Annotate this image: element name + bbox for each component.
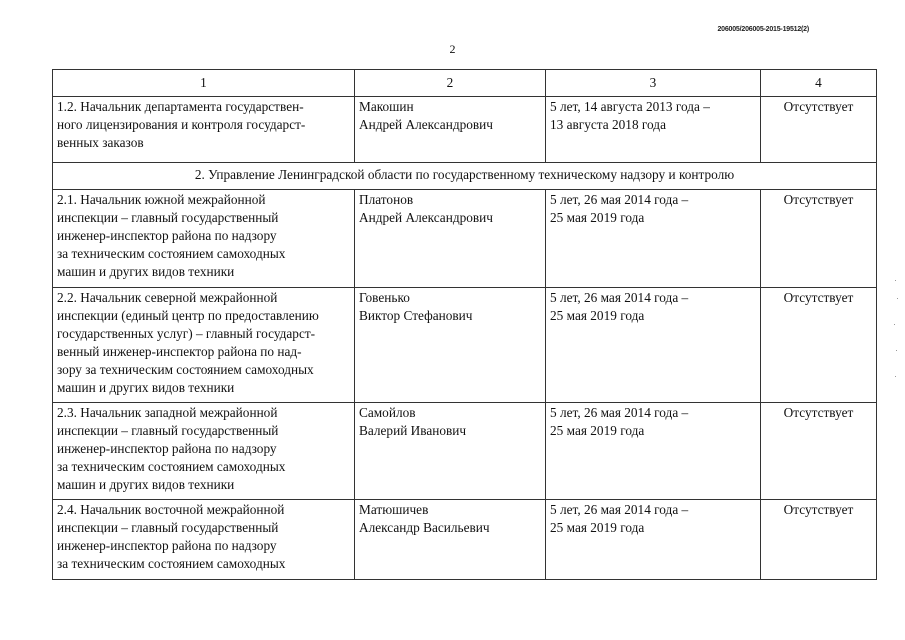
section-title: 2. Управление Ленинградской области по государственному техническому надзору и контролю xyxy=(53,163,877,190)
table-row xyxy=(53,500,877,580)
column-header: 3 xyxy=(546,70,761,97)
term-cell: 5 лет, 26 мая 2014 года – 25 мая 2019 года xyxy=(546,500,761,580)
position-cell: 2.1. Начальник южной межрайонной инспекции – главный государственный инженер-инспектор района по надзору за техническим состоянием самоходных машин и других видов техники xyxy=(53,190,355,288)
column-header: 1 xyxy=(53,70,355,97)
table-row xyxy=(53,288,877,403)
name-cell: Платонов Андрей Александрович xyxy=(355,190,546,288)
position-cell: 2.2. Начальник северной межрайонной инспекции (единый центр по предоставлению государственных услуг) – главный государст- венный инженер-инспектор района по над- зору за техническим состоянием самоходных машин и других видов техники xyxy=(53,288,355,403)
position-cell: 2.3. Начальник западной межрайонной инспекции – главный государственный инженер-инспектор района по надзору за техническим состоянием самоходных машин и других видов техники xyxy=(53,403,355,500)
table-header-row xyxy=(53,70,877,97)
table-row xyxy=(53,403,877,500)
name-cell: Говенько Виктор Стефанович xyxy=(355,288,546,403)
position-cell: 1.2. Начальник департамента государствен- ного лицензирования и контроля государст- венных заказов xyxy=(53,97,355,163)
column-header: 2 xyxy=(355,70,546,97)
name-cell: Макошин Андрей Александрович xyxy=(355,97,546,163)
note-cell: Отсутствует xyxy=(761,500,877,580)
note-cell: Отсутствует xyxy=(761,97,877,163)
table-row xyxy=(53,97,877,163)
note-cell: Отсутствует xyxy=(761,190,877,288)
document-id: 206005/206005-2015-19512(2) xyxy=(717,26,809,33)
column-header: 4 xyxy=(761,70,877,97)
page-number: 2 xyxy=(449,42,456,56)
name-cell: Матюшичев Александр Васильевич xyxy=(355,500,546,580)
term-cell: 5 лет, 14 августа 2013 года – 13 августа 2018 года xyxy=(546,97,761,163)
table-row xyxy=(53,190,877,288)
scan-specks xyxy=(893,280,899,400)
note-cell: Отсутствует xyxy=(761,403,877,500)
term-cell: 5 лет, 26 мая 2014 года – 25 мая 2019 года xyxy=(546,288,761,403)
name-cell: Самойлов Валерий Иванович xyxy=(355,403,546,500)
term-cell: 5 лет, 26 мая 2014 года – 25 мая 2019 года xyxy=(546,190,761,288)
position-cell: 2.4. Начальник восточной межрайонной инспекции – главный государственный инженер-инспектор района по надзору за техническим состоянием самоходных xyxy=(53,500,355,580)
note-cell: Отсутствует xyxy=(761,288,877,403)
officials-table xyxy=(52,69,877,580)
term-cell: 5 лет, 26 мая 2014 года – 25 мая 2019 года xyxy=(546,403,761,500)
section-row xyxy=(53,163,877,190)
